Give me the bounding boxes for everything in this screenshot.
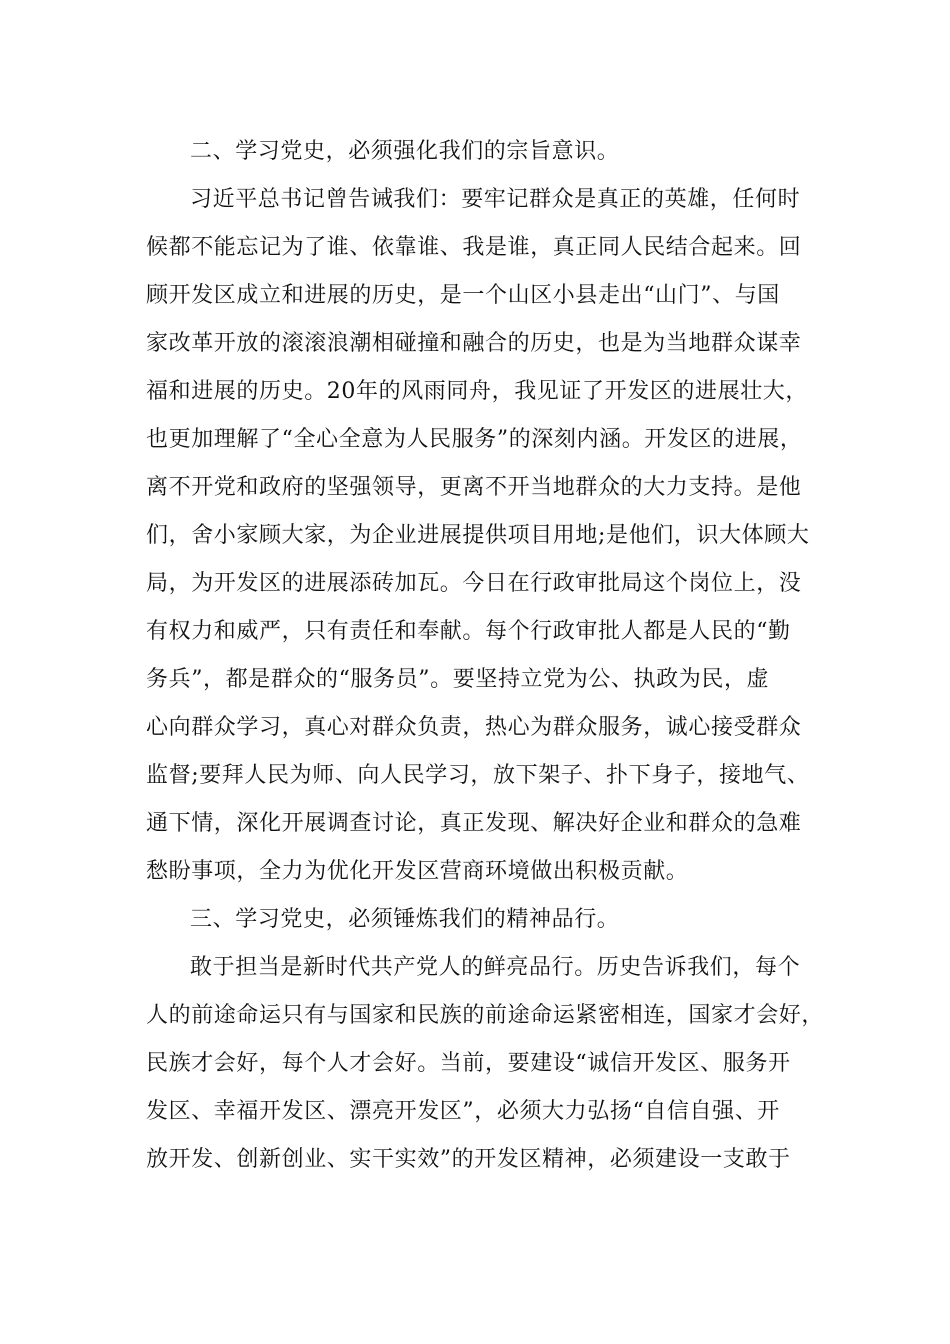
paragraph-line: 福和进展的历史。20年的风雨同舟，我见证了开发区的进展壮大，: [146, 379, 808, 404]
paragraph-line: 监督;要拜人民为师、向人民学习，放下架子、扑下身子，接地气、: [146, 763, 810, 788]
paragraph-line: 民族才会好，每个人才会好。当前，要建设“诚信开发区、服务开: [146, 1051, 791, 1076]
document-body: [146, 128, 825, 1184]
paragraph-line: 局，为开发区的进展添砖加瓦。今日在行政审批局这个岗位上，没: [146, 571, 802, 596]
paragraph-line: 候都不能忘记为了谁、依靠谁、我是谁，真正同人民结合起来。回: [146, 235, 802, 260]
paragraph-line: 家改革开放的滚滚浪潮相碰撞和融合的历史，也是为当地群众谋幸: [146, 331, 802, 356]
paragraph-line: 们，舍小家顾大家，为企业进展提供项目用地;是他们，识大体顾大: [146, 523, 810, 548]
paragraph-line: 顾开发区成立和进展的历史，是一个山区小县走出“山门”、与国: [146, 283, 780, 308]
paragraph-line: 也更加理解了“全心全意为人民服务”的深刻内涵。开发区的进展，: [146, 427, 803, 452]
paragraph-line: 有权力和威严，只有责任和奉献。每个行政审批人都是人民的“勤: [146, 619, 791, 644]
paragraph-line: 务兵”，都是群众的“服务员”。要坚持立党为公、执政为民，虚: [146, 667, 770, 692]
paragraph-line: 习近平总书记曾告诫我们：要牢记群众是真正的英雄，任何时: [190, 187, 801, 212]
section-heading-3: 三、学习党史，必须锤炼我们的精神品行。: [190, 907, 620, 932]
paragraph-line: 发区、幸福开发区、漂亮开发区”，必须大力弘扬“自信自强、开: [146, 1099, 780, 1124]
paragraph-line: 愁盼事项，全力为优化开发区营商环境做出积极贡献。: [146, 859, 689, 884]
section-heading-2: 二、学习党史，必须强化我们的宗旨意识。: [190, 139, 620, 164]
paragraph-line: 离不开党和政府的坚强领导，更离不开当地群众的大力支持。是他: [146, 475, 802, 500]
paragraph-line: 人的前途命运只有与国家和民族的前途命运紧密相连，国家才会好，: [146, 1003, 825, 1028]
paragraph-line: 心向群众学习，真心对群众负责，热心为群众服务，诚心接受群众: [146, 715, 802, 740]
paragraph-line: 通下情，深化开展调查讨论，真正发现、解决好企业和群众的急难: [146, 811, 802, 836]
paragraph-line: 敢于担当是新时代共产党人的鲜亮品行。历史告诉我们，每个: [190, 955, 801, 980]
paragraph-line: 放开发、创新创业、实干实效”的开发区精神，必须建设一支敢于: [146, 1147, 791, 1172]
